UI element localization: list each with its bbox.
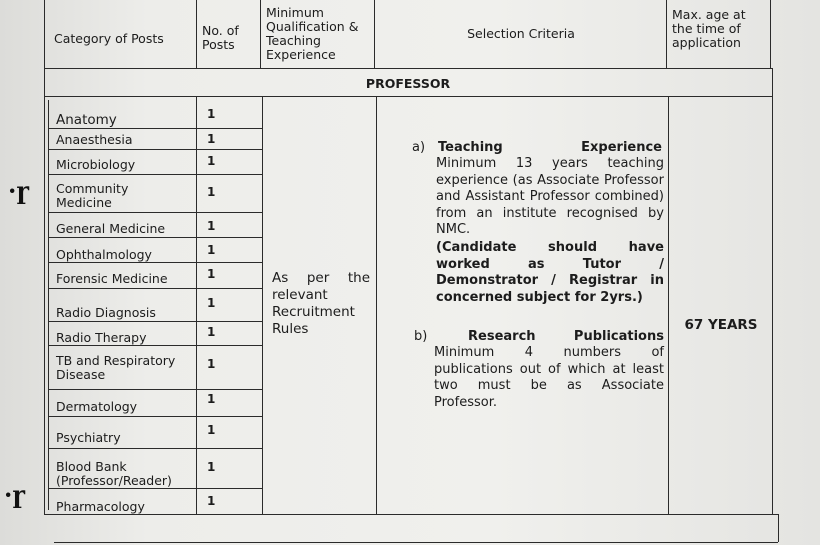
category-cell: Ophthalmology: [56, 247, 152, 262]
posts-count: 1: [207, 243, 216, 257]
category-cell: TB and Respiratory Disease: [56, 353, 176, 382]
column-divider: [196, 0, 197, 68]
posts-count: 1: [207, 219, 216, 233]
criteria-b-marker: b): [414, 329, 428, 344]
category-cell: Community Medicine: [56, 181, 129, 210]
column-divider: [262, 96, 263, 514]
posts-count: 1: [207, 392, 216, 406]
column-divider: [260, 0, 261, 68]
header-rule: [44, 68, 772, 69]
header-category: Category of Posts: [54, 31, 164, 46]
posts-count: 1: [207, 325, 216, 339]
scan-mark: ·ɼ: [8, 176, 29, 205]
row-rule: [48, 416, 262, 417]
row-rule: [48, 128, 262, 129]
category-cell: Blood Bank (Professor/Reader): [56, 459, 172, 488]
row-rule: [48, 345, 262, 346]
row-rule: [48, 174, 262, 175]
criteria-b-title: Research Publications: [468, 329, 664, 344]
table-bottom-rule: [44, 514, 778, 515]
qualification-cell: As per the relevant Recruitment Rules: [272, 270, 370, 337]
posts-count: 1: [207, 494, 216, 508]
category-cell: Pharmacology: [56, 499, 145, 514]
column-divider: [668, 96, 669, 514]
posts-count: 1: [207, 267, 216, 281]
category-cell: Microbiology: [56, 157, 136, 172]
row-rule: [48, 488, 262, 489]
header-selection-criteria: Selection Criteria: [467, 26, 575, 41]
row-rule: [48, 448, 262, 449]
criteria-a-text: Minimum 13 years teaching experience (as Associate Professor and Assistant Professor combined) from an institute recognised by NMC.: [436, 156, 664, 237]
posts-count: 1: [207, 460, 216, 474]
posts-count: 1: [207, 107, 216, 121]
table-border-right: [770, 0, 771, 68]
page-bottom-rule: [54, 542, 778, 543]
section-rule: [44, 96, 772, 97]
category-cell: Psychiatry: [56, 430, 121, 445]
section-title: PROFESSOR: [365, 76, 451, 91]
category-cell: Radio Diagnosis: [56, 305, 156, 320]
posts-count: 1: [207, 185, 216, 199]
table-border-right: [778, 514, 779, 542]
column-divider: [196, 96, 197, 514]
column-divider: [376, 96, 377, 514]
criteria-b-text: Minimum 4 numbers of publications out of which at least two must be as Associate Professor.: [434, 345, 664, 410]
row-rule: [48, 288, 262, 289]
scan-mark: ·ɼ: [4, 480, 25, 509]
row-rule: [48, 237, 262, 238]
max-age-value: 67 YEARS: [684, 317, 758, 333]
category-cell: Anatomy: [56, 112, 117, 128]
category-cell: Anaesthesia: [56, 132, 133, 147]
criteria-a-marker: a): [412, 140, 426, 155]
row-rule: [48, 149, 262, 150]
posts-count: 1: [207, 357, 216, 371]
header-number-of-posts: No. of Posts: [202, 23, 239, 52]
posts-count: 1: [207, 296, 216, 310]
column-divider: [666, 0, 667, 68]
row-rule: [48, 212, 262, 213]
header-qualification: Minimum Qualification & Teaching Experience: [266, 5, 359, 62]
criteria-a-note: (Candidate should have worked as Tutor / Demonstrator / Registrar in concerned subject for 2yrs.): [436, 240, 664, 305]
row-rule: [48, 389, 262, 390]
category-cell: General Medicine: [56, 221, 166, 236]
posts-count: 1: [207, 132, 216, 146]
table-border-right: [772, 68, 773, 514]
category-cell: Dermatology: [56, 399, 138, 414]
header-max-age: Max. age at the time of application: [672, 7, 746, 50]
row-rule: [48, 262, 262, 263]
row-rule: [48, 321, 262, 322]
category-cell: Forensic Medicine: [56, 271, 168, 286]
category-cell: Radio Therapy: [56, 330, 147, 345]
posts-count: 1: [207, 154, 216, 168]
criteria-a-title: Teaching Experience: [438, 140, 662, 155]
posts-count: 1: [207, 423, 216, 437]
